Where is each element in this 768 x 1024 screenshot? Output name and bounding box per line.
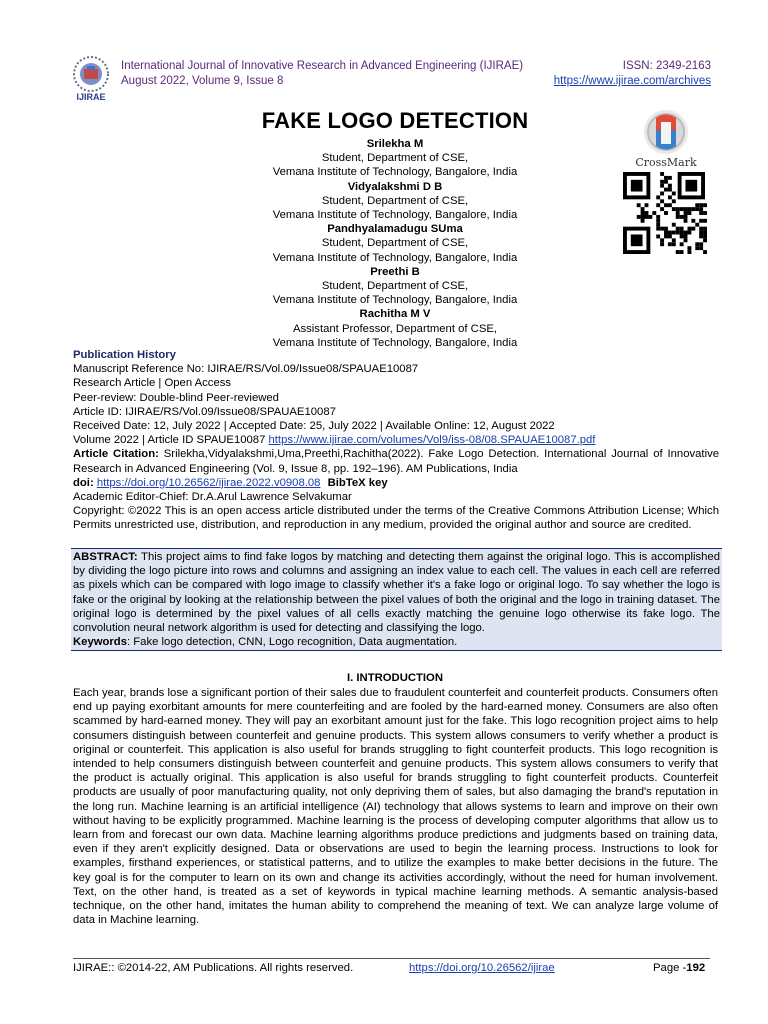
abstract-box [71,548,722,651]
introduction-text: Each year, brands lose a significant portion of their sales due to fraudulent counterfeit and counterfeit products. Consumers often end up paying exorbitant amounts for mere counterfeiting and are fooled by the hard-earned money. Consumers are also often scammed by hard-earned money. They will pay an exorbitant amount just for the fake. This logo recognition project aims to help consumers distinguish between counterfeit and genuine products. This system allows consumers to verify whether a product is original or counterfeit. This application is also useful for brands struggling to fight counterfeit products. This logo recognition is intended to help consumers distinguish between counterfeit and genuine products. This system allows consumers to verify that the product is actually original. This application is also useful for brands struggling to fight counterfeit products. Counterfeit products are usually of poor manufacturing quality, not only depriving them of sales, but also damaging the brand's reputation in the long run. Machine learning is an artificial intelligence (AI) technology that allows systems to learn and improve on their own without having to be explicitly programmed. Machine learning is the process of developing computer algorithms that allow us to learn from and forecast our own data. Machine learning algorithms produce predictions and judgments based on training data, even if they aren't explicitly designed. Data or observations are used to begin the learning process. Instructions to look for examples, firsthand experiences, or statistical patterns, and to utilize the examples to make better decisions in the future. The key goal is for the computer to learn on its own and change its activities accordingly, without the need for human involvement. Text, on the other hand, is treated as a set of keywords in typical machine learning methods. A semantic analysis-based technique, on the other hand, imitates the human ability to comprehend the meaning of text. We can analyze large volume of data in Machine learning. [73,687,718,927]
archives-link[interactable]: https://www.ijirae.com/archives [553,75,711,87]
crossmark-icon [626,108,706,158]
header-journal-info [121,59,523,89]
author-name: Srilekha M [366,138,424,150]
citation-label: Article Citation: [73,448,159,461]
page-number-value: 192 [686,962,706,974]
author-affiliation: Vemana Institute of Technology, Bangalore, India [272,336,518,349]
author-role: Student, Department of CSE, [321,280,469,293]
journal-issue: August 2022, Volume 9, Issue 8 [121,75,284,87]
copyright: Copyright: ©2022 This is an open access article distributed under the terms of the Creative Commons Attribution License; Which Permits unrestricted use, distribution, and reproduction in any medium, provided the original author and source are credited. [73,505,719,532]
peer-review: Peer-review: Double-blind Peer-reviewed [73,391,279,404]
page-number [653,962,705,974]
section-heading: I. INTRODUCTION [346,672,444,684]
footer-doi-link[interactable]: https://doi.org/10.26562/ijirae [409,962,555,974]
author-name: Preethi B [370,265,420,278]
doi-link[interactable]: https://doi.org/10.26562/ijirae.2022.v0908.08 [96,476,321,489]
journal-logo [68,54,114,104]
publication-history [73,348,719,533]
volume-link[interactable]: https://www.ijirae.com/volumes/Vol9/iss-08/08.SPAUAE10087.pdf [268,434,596,447]
citation-text: Srilekha,Vidyalakshmi,Uma,Preethi,Rachitha(2022). Fake Logo Detection. International Journal of Innovative Research in Advanced Engineering (Vol. 9, Issue 8, pp. 192–196). AM Publications, India [73,448,720,475]
crossmark-badge[interactable] [626,108,706,172]
author-affiliation: Vemana Institute of Technology, Bangalore, India [272,294,518,307]
qr-code [623,172,709,254]
authors-block [200,137,590,350]
keywords-line [73,635,720,649]
doi-label: doi: [73,476,94,489]
footer-copyright: IJIRAE:: ©2014-22, AM Publications. All rights reserved. [73,962,354,974]
author-name: Vidyalakshmi D B [347,180,443,193]
keywords-text: : Fake logo detection, CNN, Logo recognition, Data augmentation. [127,636,458,649]
author-affiliation: Vemana Institute of Technology, Bangalore, India [272,209,518,222]
manuscript-ref: Manuscript Reference No: IJIRAE/RS/Vol.09/Issue08/SPAUAE10087 [73,363,419,376]
qr-code-icon [623,172,709,254]
volume-prefix: Volume 2022 | Article ID SPAUE10087 [73,434,266,447]
publication-heading: Publication History [73,349,176,361]
abstract-label: ABSTRACT: [73,551,138,563]
author-name: Rachitha M V [359,308,431,321]
academic-editor: Academic Editor-Chief: Dr.A.Arul Lawrence Selvakumar [73,491,352,504]
issn: ISSN: 2349-2163 [622,60,711,72]
author-affiliation: Vemana Institute of Technology, Bangalore, India [272,166,518,179]
author-affiliation: Vemana Institute of Technology, Bangalore, India [272,251,518,264]
dates: Received Date: 12, July 2022 | Accepted Date: 25, July 2022 | Available Online: 12, August 2022 [73,420,555,433]
abstract-text: This project aims to find fake logos by matching and detecting them against the original logo. This is accomplished by dividing the logo picture into rows and columns and assigning an index value to each cell. The values in each cell are referred as pixels which can be compared with logo image to classify whether it's a fake logo or original logo. To say whether the logo is fake or the original by looking at the relationship between the pixel values of both the original and the logo in training dataset. The original logo is determined by the pixel values of all cells exactly matching the genuine logo otherwise its fake logo. The convolution neural network algorithm is used for detecting and classifying the logo. [73,551,721,635]
logo-text: IJIRAE [76,92,106,102]
footer-divider [73,958,710,959]
author-role: Student, Department of CSE, [321,194,469,207]
volume-line [73,433,719,447]
paper-title: FAKE LOGO DETECTION [261,108,529,133]
page-label: Page - [653,962,687,974]
bibtex-link[interactable]: BibTeX key [327,476,388,489]
author-role: Student, Department of CSE, [321,152,469,165]
crossmark-label: CrossMark [635,156,697,169]
article-id: Article ID: IJIRAE/RS/Vol.09/Issue08/SPAUAE10087 [73,405,336,418]
author-name: Pandhyalamadugu SUma [327,223,463,236]
citation [73,447,719,475]
article-type: Research Article | Open Access [73,377,232,390]
author-role: Assistant Professor, Department of CSE, [292,322,498,335]
doi-line [73,476,719,490]
journal-name: International Journal of Innovative Research in Advanced Engineering (IJIRAE) [121,60,524,72]
keywords-label: Keywords [73,636,127,649]
author-role: Student, Department of CSE, [321,237,469,250]
header-issn-info [523,59,711,89]
